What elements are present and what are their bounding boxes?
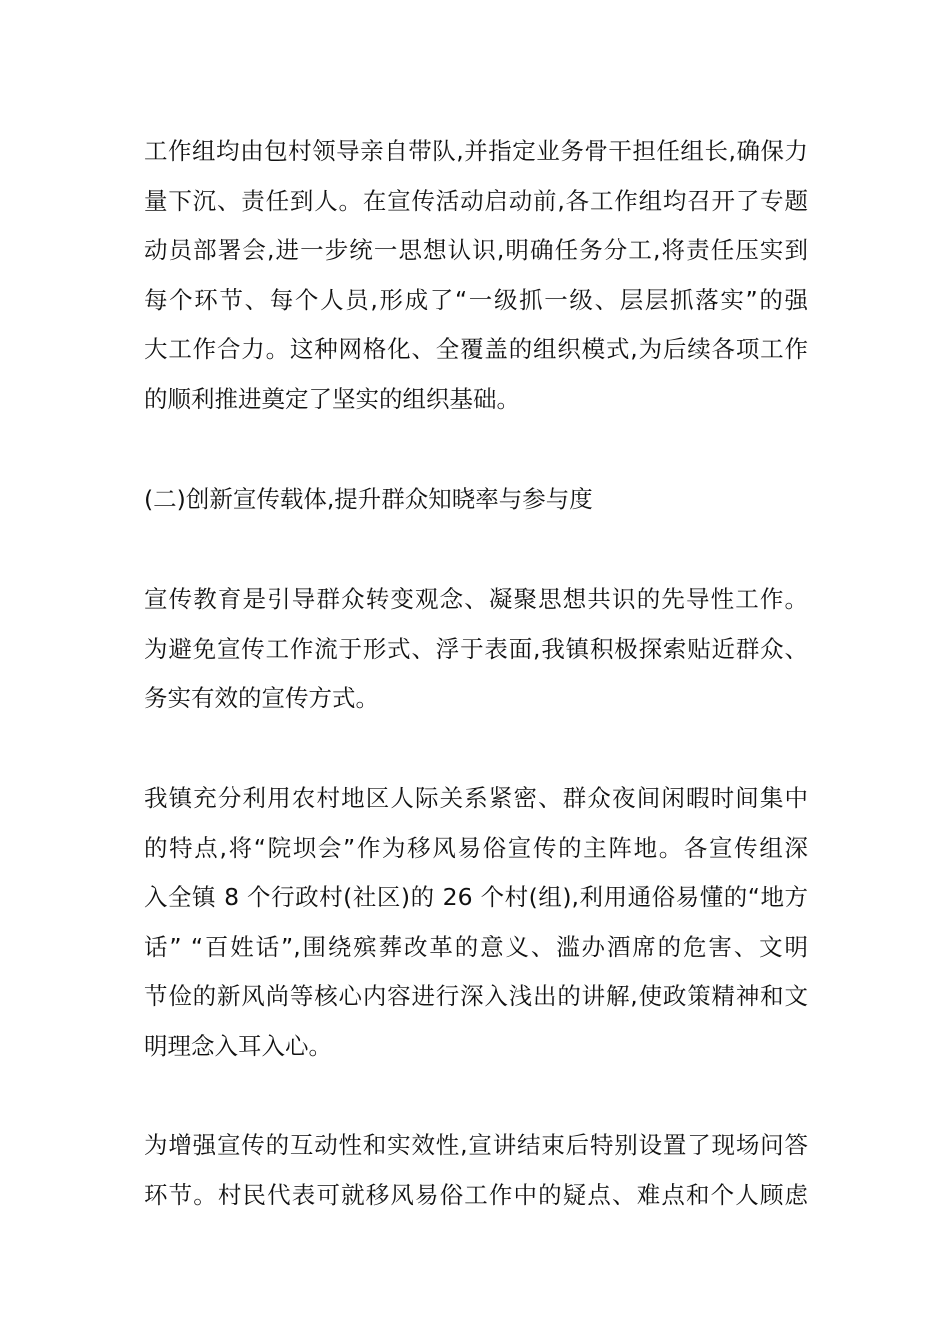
text-line: 节俭的新风尚等核心内容进行深入浅出的讲解,使政策精神和文 xyxy=(144,982,808,1011)
text-line: 大工作合力。这种网格化、全覆盖的组织模式,为后续各项工作 xyxy=(144,335,808,364)
text-line: 的特点,将“院坝会”作为移风易俗宣传的主阵地。各宣传组深 xyxy=(144,833,808,862)
text-line: 话” “百姓话”,围绕殡葬改革的意义、滥办酒席的危害、文明 xyxy=(144,932,808,961)
text-line: 量下沉、责任到人。在宣传活动启动前,各工作组均召开了专题 xyxy=(144,186,808,215)
section-heading-text: (二)创新宣传载体,提升群众知晓率与参与度 xyxy=(144,485,593,513)
text-line: 动员部署会,进一步统一思想认识,明确任务分工,将责任压实到 xyxy=(144,236,808,265)
paragraph-courtyard-meeting xyxy=(144,774,808,1072)
text-line: 环节。村民代表可就移风易俗工作中的疑点、难点和个人顾虑 xyxy=(144,1180,808,1209)
text-line: 的顺利推进奠定了坚实的组织基础。 xyxy=(144,384,520,413)
section-heading xyxy=(144,475,808,525)
text-line: 工作组均由包村领导亲自带队,并指定业务骨干担任组长,确保力 xyxy=(144,137,808,165)
text-line: 我镇充分利用农村地区人际关系紧密、群众夜间闲暇时间集中 xyxy=(144,784,808,812)
text-line: 宣传教育是引导群众转变观念、凝聚思想共识的先导性工作。 xyxy=(144,585,808,613)
text-line: 为增强宣传的互动性和实效性,宣讲结束后特别设置了现场问答 xyxy=(144,1131,808,1159)
text-line: 为避免宣传工作流于形式、浮于表面,我镇积极探索贴近群众、 xyxy=(144,634,808,663)
text-line: 务实有效的宣传方式。 xyxy=(144,684,379,713)
paragraph-interaction xyxy=(144,1121,808,1220)
paragraph-organization xyxy=(144,127,808,425)
text-line: 入全镇 8 个行政村(社区)的 26 个村(组),利用通俗易懂的“地方 xyxy=(144,883,808,912)
text-line: 每个环节、每个人员,形成了“一级抓一级、层层抓落实”的强 xyxy=(144,285,808,314)
text-line: 明理念入耳入心。 xyxy=(144,1031,332,1060)
paragraph-education xyxy=(144,575,808,724)
